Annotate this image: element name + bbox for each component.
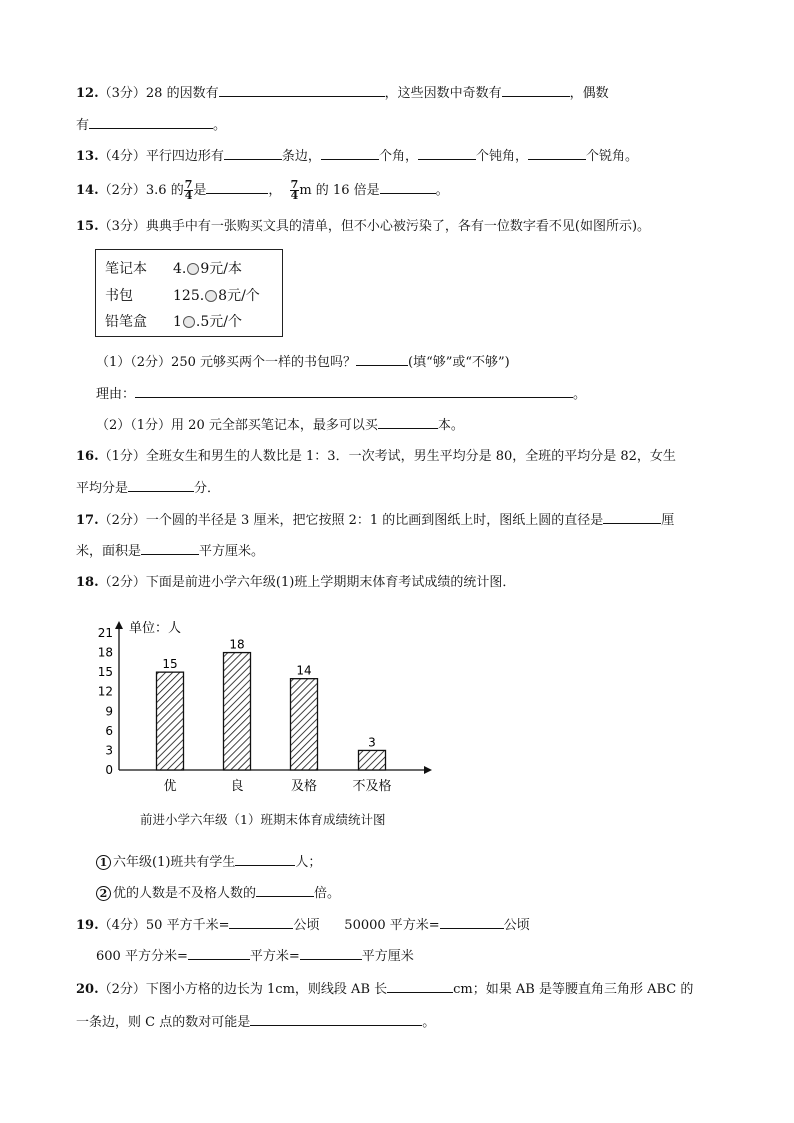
fraction: $\frac{7}{4}$ <box>290 178 299 202</box>
answer-blank[interactable] <box>188 946 250 960</box>
answer-blank[interactable] <box>141 541 199 555</box>
question-text: 厘 <box>661 513 675 528</box>
question-text: 本。 <box>437 418 464 433</box>
question-14 <box>76 180 449 201</box>
answer-blank[interactable] <box>502 83 570 97</box>
question-text: 下面是前进小学六年级(1)班上学期期末体育考试成绩的统计图． <box>145 575 516 590</box>
question-score: （2分） <box>98 575 146 590</box>
question-13 <box>76 146 638 166</box>
circled-number: 2 <box>96 886 111 901</box>
question-text: 。 <box>422 1015 436 1030</box>
question-text: m 的 16 倍是 <box>299 183 380 198</box>
question-text: 个锐角。 <box>585 149 638 164</box>
question-text: 分． <box>194 481 221 496</box>
question-score: （4分） <box>98 149 146 164</box>
answer-blank[interactable] <box>300 946 362 960</box>
answer-blank[interactable] <box>224 146 282 160</box>
bar <box>291 679 318 770</box>
answer-blank[interactable] <box>235 852 295 866</box>
question-score: （2分） <box>98 513 146 528</box>
question-number: 18. <box>76 575 99 590</box>
y-tick-label: 9 <box>105 704 113 719</box>
answer-blank[interactable] <box>219 83 385 97</box>
question-18-sub1 <box>96 852 321 872</box>
question-text: ，这些因数中奇数有 <box>384 86 502 101</box>
x-tick-label: 不及格 <box>352 779 392 794</box>
answer-blank[interactable] <box>135 384 573 398</box>
question-text: 人； <box>295 855 322 870</box>
question-text: 一条边，则 C 点的数对可能是 <box>76 1015 251 1030</box>
question-number: 16. <box>76 449 99 464</box>
receipt-row: 铅笔盒 1 .5元/个 <box>105 314 242 330</box>
question-text: 米，面积是 <box>76 544 142 559</box>
question-16-cont <box>76 478 220 498</box>
circled-number: 1 <box>96 855 111 870</box>
question-text: ， <box>268 183 282 198</box>
answer-blank[interactable] <box>229 915 293 929</box>
bar-chart <box>86 610 436 800</box>
answer-blank[interactable] <box>250 1012 422 1026</box>
answer-blank[interactable] <box>528 146 586 160</box>
question-text: 理由： <box>96 387 136 402</box>
question-text: 。 <box>573 387 587 402</box>
question-score: （3分） <box>98 219 146 234</box>
y-tick-label: 6 <box>105 723 113 738</box>
question-18-sub2 <box>96 883 340 903</box>
question-17 <box>76 510 674 530</box>
y-tick-label: 12 <box>97 684 113 699</box>
question-score: （4分） <box>98 918 146 933</box>
question-number: 13. <box>76 149 99 164</box>
question-19-cont <box>96 946 414 966</box>
question-text: 。 <box>213 118 227 133</box>
question-number: 17. <box>76 513 99 528</box>
question-text: 有 <box>76 118 90 133</box>
y-axis-label: 单位：人 <box>129 621 182 636</box>
question-20 <box>76 979 693 999</box>
question-text: 平行四边形有 <box>145 149 224 164</box>
question-15 <box>76 218 650 236</box>
question-text: 条边， <box>281 149 321 164</box>
question-text: 六年级(1)班共有学生 <box>113 855 236 870</box>
answer-blank[interactable] <box>387 979 453 993</box>
question-19 <box>76 915 530 935</box>
stain-icon <box>187 263 199 275</box>
question-text: 3.6 的 <box>145 183 184 198</box>
question-text: 600 平方分米= <box>96 949 188 964</box>
question-18 <box>76 574 515 592</box>
question-text: 50000 平方米= <box>344 918 440 933</box>
question-text: 平方厘米。 <box>199 544 265 559</box>
question-text: 全班女生和男生的人数比是 1：3．一次考试，男生平均分是 80，全班的平均分是 82，女生 <box>145 449 676 464</box>
answer-blank[interactable] <box>89 115 213 129</box>
answer-blank[interactable] <box>440 915 504 929</box>
y-tick-label: 21 <box>97 626 113 640</box>
question-text: 优的人数是不及格人数的 <box>113 886 257 901</box>
question-15-sub1 <box>96 352 510 372</box>
answer-blank[interactable] <box>321 146 379 160</box>
data-label: 3 <box>368 735 376 750</box>
question-17-cont <box>76 541 264 561</box>
question-text: （1）（2分）250 元够买两个一样的书包吗？ <box>96 355 356 370</box>
question-number: 20. <box>76 982 99 997</box>
question-text: 50 平方千米= <box>145 918 230 933</box>
chart-caption: 前进小学六年级（1）班期末体育成绩统计图 <box>140 812 386 827</box>
question-text: 一个圆的半径是 3 厘米，把它按照 2：1 的比画到图纸上时，图纸上圆的直径是 <box>145 513 604 528</box>
question-text: 个钝角， <box>475 149 528 164</box>
stain-icon <box>183 316 195 328</box>
bar <box>157 672 184 770</box>
question-text: 下图小方格的边长为 1cm，则线段 AB 长 <box>145 982 388 997</box>
y-tick-label: 18 <box>97 645 113 660</box>
question-score: （3分） <box>98 86 146 101</box>
question-20-cont <box>76 1012 435 1032</box>
x-tick-label: 优 <box>163 779 177 794</box>
question-number: 14. <box>76 183 99 198</box>
question-text: 个角， <box>378 149 418 164</box>
question-16 <box>76 448 676 466</box>
answer-blank[interactable] <box>603 510 661 524</box>
question-text: 公顷 <box>503 918 530 933</box>
y-tick-label: 0 <box>105 763 113 777</box>
question-text: 平方米= <box>249 949 300 964</box>
answer-blank[interactable] <box>128 478 194 492</box>
y-tick-label: 3 <box>105 743 113 758</box>
question-score: （1分） <box>98 449 146 464</box>
x-tick-label: 良 <box>230 779 244 794</box>
question-text: 典典手中有一张购买文具的清单，但不小心被污染了，各有一位数字看不见(如图所示)。 <box>145 219 651 234</box>
shopping-receipt <box>95 249 283 337</box>
answer-blank[interactable] <box>378 415 438 429</box>
question-text: 平方厘米 <box>361 949 414 964</box>
receipt-row: 笔记本 4. 9元/本 <box>105 261 242 277</box>
answer-blank[interactable] <box>418 146 476 160</box>
question-text: 是 <box>193 183 207 198</box>
question-15-sub2 <box>96 415 464 435</box>
y-tick-label: 15 <box>97 665 113 680</box>
question-text: 。 <box>435 183 449 198</box>
receipt-row: 书包 125. 8元/个 <box>105 288 260 304</box>
data-label: 18 <box>229 637 245 652</box>
question-15-reason <box>96 384 586 404</box>
answer-blank[interactable] <box>256 883 314 897</box>
question-score: （2分） <box>98 183 146 198</box>
stain-icon <box>205 290 217 302</box>
question-text: (填“够”或“不够”) <box>408 355 510 370</box>
question-number: 15. <box>76 219 99 234</box>
x-axis-arrow <box>424 766 432 774</box>
bar <box>224 653 251 770</box>
fraction: $\frac{7}{4}$ <box>184 178 193 202</box>
answer-blank[interactable] <box>380 180 436 194</box>
question-12 <box>76 83 609 103</box>
question-text: cm；如果 AB 是等腰直角三角形 ABC 的 <box>453 982 694 997</box>
question-12-cont <box>76 115 226 135</box>
question-text: 平均分是 <box>76 481 129 496</box>
bar <box>359 750 386 770</box>
question-score: （2分） <box>98 982 146 997</box>
question-text: 28 的因数有 <box>145 86 219 101</box>
question-text: 公顷 <box>293 918 320 933</box>
data-label: 15 <box>162 657 178 672</box>
question-number: 19. <box>76 918 99 933</box>
question-text: 倍。 <box>314 886 341 901</box>
question-text: （2）（1分）用 20 元全部买笔记本，最多可以买 <box>96 418 378 433</box>
question-number: 12. <box>76 86 99 101</box>
x-tick-label: 及格 <box>290 779 318 794</box>
y-axis-arrow <box>115 621 123 629</box>
answer-blank[interactable] <box>356 352 408 366</box>
answer-blank[interactable] <box>206 180 268 194</box>
question-text: ，偶数 <box>569 86 609 101</box>
data-label: 14 <box>296 663 312 678</box>
